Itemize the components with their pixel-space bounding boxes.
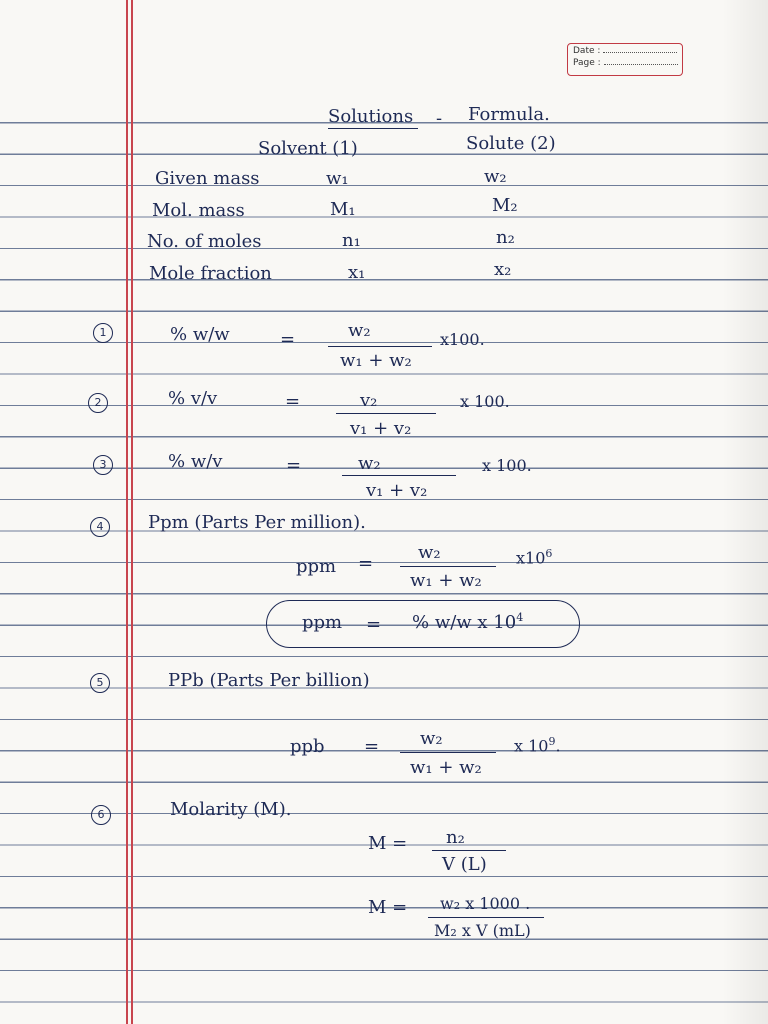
title-underline bbox=[328, 128, 418, 129]
page-edge-shadow bbox=[722, 0, 768, 1024]
row-label-mol-mass: Mol. mass bbox=[152, 200, 245, 221]
f2-numerator: v₂ bbox=[360, 390, 378, 411]
formula-number-5: 5 bbox=[90, 673, 110, 693]
f6b-denominator: M₂ x V (mL) bbox=[434, 921, 531, 940]
f5-multiplier-exponent: 9 bbox=[548, 735, 556, 748]
boxed-rhs bbox=[412, 612, 523, 632]
f6a-numerator: n₂ bbox=[446, 827, 465, 848]
f6-heading: Molarity (M). bbox=[170, 799, 292, 820]
date-fill-line bbox=[603, 52, 677, 53]
page-row bbox=[573, 58, 678, 68]
formula-number-6: 6 bbox=[91, 805, 111, 825]
page-fill-line bbox=[604, 64, 678, 65]
f4-equals: = bbox=[358, 553, 374, 574]
f1-multiplier: x100. bbox=[440, 330, 485, 349]
formula-number-4: 4 bbox=[90, 517, 110, 537]
f5-heading: PPb (Parts Per billion) bbox=[168, 670, 370, 691]
f3-fraction-bar bbox=[342, 475, 456, 476]
f4-denominator: w₁ + w₂ bbox=[410, 570, 482, 591]
f4-multiplier-exponent: 6 bbox=[545, 547, 553, 560]
col-solute-header: Solute (2) bbox=[466, 133, 556, 154]
f2-fraction-bar bbox=[336, 413, 436, 414]
f1-numerator: w₂ bbox=[348, 320, 371, 341]
f5-multiplier-base: x 10 bbox=[514, 736, 549, 756]
f6a-denominator: V (L) bbox=[442, 854, 487, 875]
f1-equals: = bbox=[280, 329, 296, 350]
f5-multiplier bbox=[514, 736, 561, 754]
f4-heading: Ppm (Parts Per million). bbox=[148, 512, 366, 533]
f5-denominator: w₁ + w₂ bbox=[410, 757, 482, 778]
f3-multiplier: x 100. bbox=[482, 456, 532, 475]
row-label-mole-fraction: Mole fraction bbox=[149, 263, 272, 284]
f1-denominator: w₁ + w₂ bbox=[340, 350, 412, 371]
f4-lhs: ppm bbox=[296, 556, 337, 577]
f5-fraction-bar bbox=[400, 752, 496, 753]
f3-numerator: w₂ bbox=[358, 453, 381, 474]
margin-line-right bbox=[131, 0, 133, 1024]
row-solute-mole-fraction: x₂ bbox=[494, 259, 512, 280]
f6a-fraction-bar bbox=[432, 850, 506, 851]
f5-lhs: ppb bbox=[290, 736, 325, 757]
f4-multiplier-base: x10 bbox=[516, 548, 546, 568]
f5-tail: . bbox=[555, 736, 561, 756]
f2-multiplier: x 100. bbox=[460, 392, 510, 411]
f2-equals: = bbox=[285, 391, 301, 412]
boxed-rhs-base: % w/w x 10 bbox=[412, 612, 517, 633]
boxed-rhs-exponent: 4 bbox=[516, 611, 524, 624]
formula-number-1: 1 bbox=[93, 323, 113, 343]
title-left: Solutions bbox=[328, 106, 414, 127]
formula-number-2: 2 bbox=[88, 393, 108, 413]
f4-numerator: w₂ bbox=[418, 542, 441, 563]
f5-numerator: w₂ bbox=[420, 728, 443, 749]
f4-multiplier bbox=[516, 548, 552, 566]
title-dash: - bbox=[436, 108, 443, 129]
title-right: Formula. bbox=[468, 104, 550, 125]
row-label-given-mass: Given mass bbox=[155, 168, 260, 189]
boxed-equals: = bbox=[366, 614, 382, 635]
f3-denominator: v₁ + v₂ bbox=[366, 480, 428, 501]
row-solvent-given-mass: w₁ bbox=[326, 168, 349, 189]
col-solvent-header: Solvent (1) bbox=[258, 138, 358, 159]
date-label: Date : bbox=[573, 46, 601, 56]
f5-equals: = bbox=[364, 736, 380, 757]
row-solute-given-mass: w₂ bbox=[484, 166, 507, 187]
row-solute-moles: n₂ bbox=[496, 227, 515, 248]
f1-lhs: % w/w bbox=[170, 324, 230, 345]
row-solute-mol-mass: M₂ bbox=[492, 195, 518, 216]
page-label: Page : bbox=[573, 58, 601, 68]
f6b-lhs: M = bbox=[368, 897, 408, 918]
row-solvent-moles: n₁ bbox=[342, 230, 361, 251]
f6a-lhs: M = bbox=[368, 833, 408, 854]
f4-fraction-bar bbox=[400, 566, 496, 567]
f6b-numerator: w₂ x 1000 . bbox=[440, 894, 531, 913]
row-solvent-mole-fraction: x₁ bbox=[348, 262, 366, 283]
boxed-lhs: ppm bbox=[302, 612, 343, 633]
margin-line-left bbox=[126, 0, 128, 1024]
f2-denominator: v₁ + v₂ bbox=[350, 418, 412, 439]
f6b-fraction-bar bbox=[428, 917, 544, 918]
row-label-moles: No. of moles bbox=[147, 231, 262, 252]
f1-fraction-bar bbox=[328, 346, 432, 347]
f2-lhs: % v/v bbox=[168, 388, 218, 409]
formula-number-3: 3 bbox=[93, 455, 113, 475]
f3-lhs: % w/v bbox=[168, 451, 223, 472]
date-row bbox=[573, 46, 677, 56]
f3-equals: = bbox=[286, 455, 302, 476]
date-page-box bbox=[567, 43, 683, 76]
row-solvent-mol-mass: M₁ bbox=[330, 199, 356, 220]
